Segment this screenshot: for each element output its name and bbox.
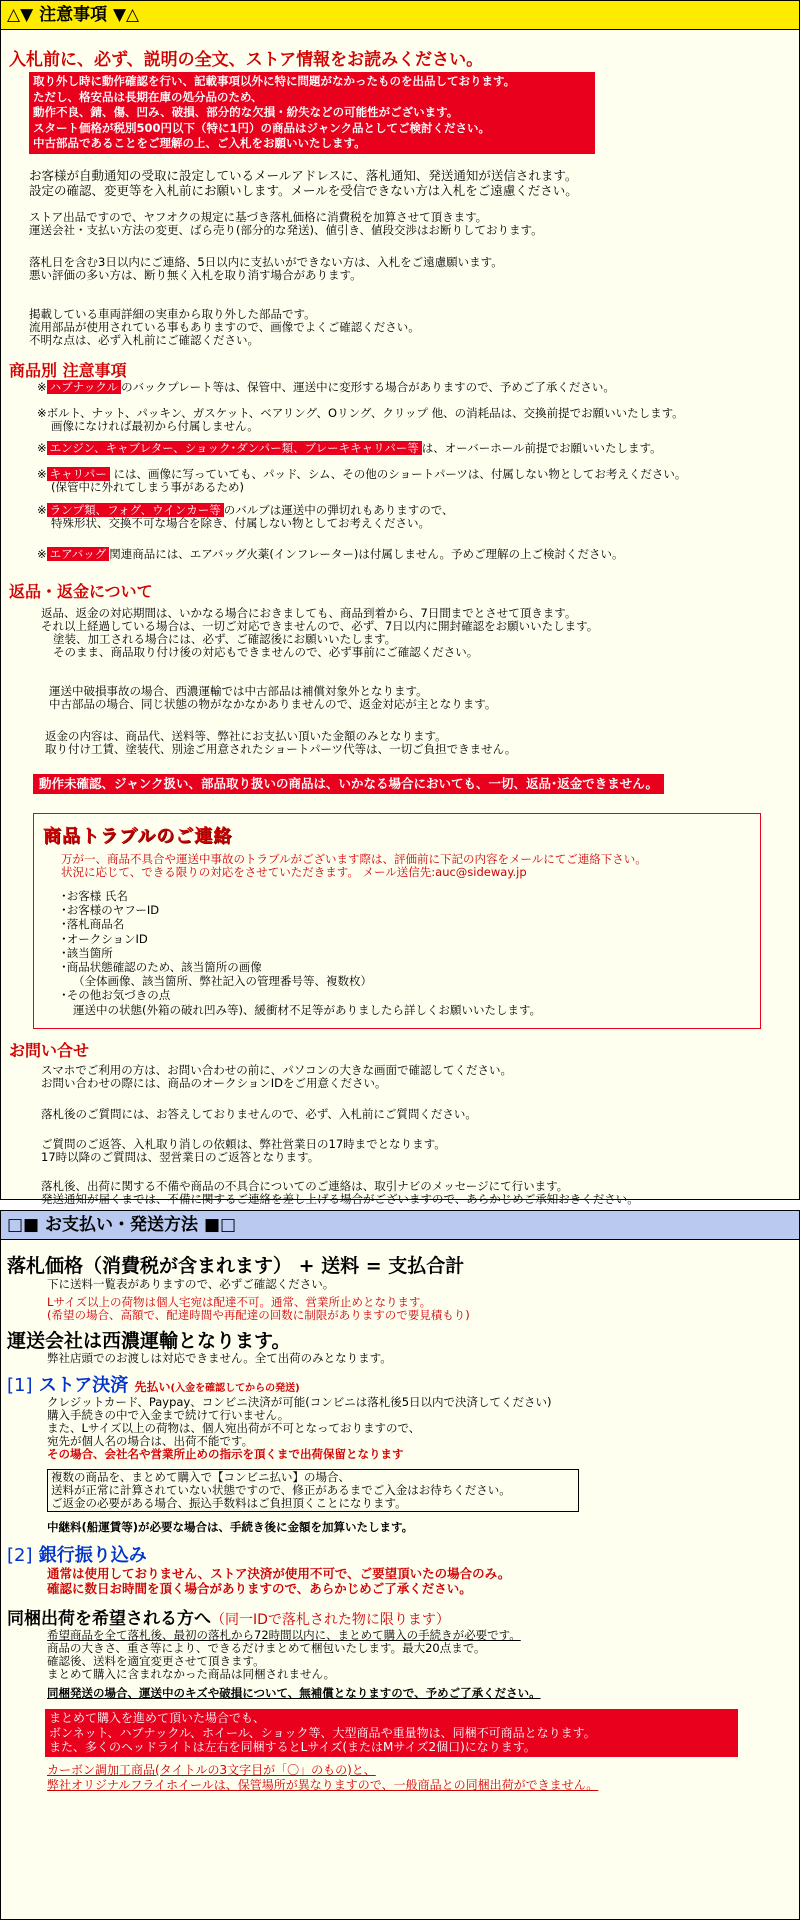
method-subtitle: 先払い (134, 1380, 171, 1394)
trouble-intro (61, 853, 647, 879)
shipping-table-note: 下に送料一覧表がありますので、必ずご確認ください。 (47, 1277, 335, 1291)
method-number: [2] (7, 1545, 33, 1566)
store-payment-details (47, 1396, 552, 1461)
method-bank-transfer-heading (7, 1541, 147, 1567)
text-line: 万が一、商品不具合や運送中事故のトラブルがございます際は、評価前に下記の内容をメールにてご連絡下さい。 (61, 852, 647, 866)
returns-refund-paragraph (45, 730, 516, 756)
product-note-caliper (37, 468, 686, 494)
text-line: 弊社オリジナルフライホイールは、保管場所が異なりますので、一般商品との同梱出荷ができません。 (47, 1778, 599, 1792)
text-line: 流用部品が使用されている事もありますので、画像でよくご確認ください。 (29, 320, 420, 334)
text-line: 複数の商品を、まとめて購入で【コンビニ払い】の場合、 (51, 1470, 350, 1484)
convenience-store-notice-box (47, 1469, 579, 1512)
list-item: （全体画像、該当箇所、弊社記入の管理番号等、複数枚） (73, 974, 372, 989)
method-title: ストア決済 (38, 1375, 129, 1396)
inquiry-message-paragraph (41, 1180, 639, 1206)
note-text: 関連商品には、エアバッグ火薬(インフレーター)は付属しません。予めご理解の上ご検討ください。 (109, 547, 624, 561)
note-mark: ※ (37, 380, 47, 394)
text-line: 掲載している車両詳細の実車から取り外した部品です。 (29, 307, 316, 321)
notice-red-block (29, 72, 595, 154)
carbon-product-note (47, 1763, 598, 1793)
text-line: Lサイズ以上の荷物は個人宅宛は配達不可。通常、営業所止めとなります。 (47, 1295, 432, 1309)
text-line: 悪い評価の多い方は、断り無く入札を取り消す場合があります。 (29, 268, 362, 282)
text-line: クレジットカード、Paypay、コンビニ決済が可能(コンビニは落札後5日以内で決済してください) (47, 1395, 552, 1409)
list-item: ･その他お気づきの点 (61, 988, 171, 1003)
bundle-heading (7, 1604, 450, 1629)
text-line: 不明な点は、必ず入札前にご確認ください。 (29, 333, 259, 347)
list-item: ･オークションID (61, 931, 148, 946)
text-line: また、Lサイズ以上の荷物は、個人宛出荷が不可となっておりますので、 (47, 1421, 421, 1435)
bank-transfer-details (47, 1566, 510, 1596)
notice-red-line: 動作不良、錆、傷、凹み、破損、部分的な欠損・紛失などの可能性がございます。 (33, 105, 459, 120)
text-line: 返金の内容は、商品代、送料等、弊社にお支払い頂いた金額のみとなります。 (45, 729, 447, 743)
text-line: 通常は使用しておりません、ストア決済が使用不可で、ご要望頂いたの場合のみ。 (47, 1566, 511, 1581)
note-text: (保管中に外れてしまう事があるため) (51, 480, 244, 494)
method-title: 銀行振り込み (38, 1545, 147, 1566)
list-item: ･落札商品名 (61, 917, 125, 932)
text-line: 商品の大きさ、重さ等により、できるだけまとめて梱包いたします。最大20点まで。 (47, 1641, 486, 1655)
notice-red-line: 中古部品であることをご理解の上、ご入札をお願いいたします。 (33, 136, 366, 151)
product-note-engine (37, 442, 662, 455)
product-note-consumables (37, 407, 684, 433)
list-item: ･お客様のヤフーID (61, 903, 160, 918)
text-line: スマホでご利用の方は、お問い合わせの前に、パソコンの大きな画面で確認してください。 (41, 1063, 513, 1077)
text-line: 状況に応じて、できる限りの対応をさせていただきます。 メール送信先:auc@sideway.jp (61, 865, 527, 879)
notice-red-line: スタート価格が税別500円以下（特に1円）の商品はジャンク品としてご検討ください。 (33, 120, 491, 135)
text-line: お問い合わせの際には、商品のオークションIDをご用意ください。 (41, 1076, 387, 1090)
note-text: は、オーバーホール前提でお願いいたします。 (421, 441, 662, 455)
relay-fee-note: 中継料(船運賃等)が必要な場合は、手続き後に金額を加算いたします。 (47, 1520, 414, 1534)
text-line: ご質問のご返答、入札取り消しの依頼は、弊社営業日の17時までとなります。 (41, 1137, 446, 1151)
method-subtitle-note: (入金を確認してからの発送) (170, 1383, 300, 1394)
returns-no-refund-banner: 動作未確認、ジャンク扱い、部品取り扱いの商品は、いかなる場合においても、一切、返品･返金できません。 (33, 774, 664, 794)
carrier-note: 弊社店頭でのお渡しは対応できません。全て出荷のみとなります。 (47, 1351, 392, 1365)
text-line: 落札日を含む3日以内にご連絡、5日以内に支払いができない方は、入札をご遠慮願います。 (29, 255, 503, 269)
product-note-airbag (37, 548, 624, 561)
text-line: 運送中破損事故の場合、西濃運輸では中古部品は補償対象外となります。 (49, 684, 428, 698)
note-tag: エアバッグ (47, 547, 110, 561)
trouble-items-list (61, 889, 541, 1017)
bundle-details (47, 1629, 521, 1681)
list-item: ･商品状態確認のため、該当箇所の画像 (61, 960, 262, 975)
note-tag: エンジン、キャブレター、ショック･ダンパー類、ブレーキキャリパー等 (47, 441, 422, 455)
note-mark: ※ (37, 441, 47, 455)
note-mark: ※ (37, 467, 47, 481)
bundle-no-warranty-note: 同梱発送の場合、運送中のキズや破損について、無補償となりますので、予めご了承ください。 (47, 1686, 541, 1700)
bundle-restriction-red-block (45, 1709, 738, 1757)
notice-heading: 入札前に、必ず、説明の全文、ストア情報をお読みください。 (9, 50, 484, 70)
notice-parts-paragraph (29, 308, 420, 347)
note-text: 特殊形状、交換不可な場合を除き、付属しない物としてお考えください。 (51, 516, 431, 530)
returns-damage-paragraph (49, 685, 496, 711)
note-tag: ランプ類、フォグ、ウインカー等 (47, 503, 224, 517)
product-note-lamps (37, 504, 454, 530)
text-line: 購入手続きの中で入金まで続けて行いません。 (47, 1408, 290, 1422)
text-line: 送料が正常に計算されていない状態ですので、修正があるまでご入金はお待ちください。 (51, 1483, 511, 1497)
text-line: カーボン調加工商品(タイトルの3文字目が「〇」のもの)と、 (47, 1763, 376, 1777)
carrier-heading: 運送会社は西濃運輸となります。 (7, 1330, 291, 1352)
text-line: 確認に数日お時間を頂く場合がありますので、あらかじめご了承ください。 (47, 1581, 472, 1596)
text-line: ストア出品ですので、ヤフオクの規定に基づき落札価格に消費税を加算させて頂きます。 (29, 210, 488, 224)
notice-red-line: ただし、格安品は長期在庫の処分品のため、 (33, 89, 263, 104)
list-item: ･お客様 氏名 (61, 889, 128, 903)
text-line: 返品、返金の対応期間は、いかなる場合におきましても、商品到着から、7日間までとさせて頂きます。 (41, 606, 577, 620)
payment-panel (0, 1210, 800, 1920)
returns-heading: 返品・返金について (9, 582, 153, 601)
text-line: 宛先が個人名の場合は、出荷不能です。 (47, 1434, 254, 1448)
product-notes-heading: 商品別 注意事項 (9, 361, 127, 380)
text-line: 設定の確認、変更等を入札前にお願いします。メールを受信できない方は入札をご遠慮ください。 (29, 183, 578, 198)
note-text: のバルブは運送中の弾切れもありますので、 (223, 503, 454, 517)
text-line: それ以上経過している場合は、一切ご対応できませんので、必ず、7日以内に開封確認をお願いいたします。 (41, 619, 599, 633)
text-line: まとめて購入に含まれなかった商品は同梱されません。 (47, 1667, 336, 1681)
note-mark: ※ (37, 406, 47, 420)
text-line: また、多くのヘッドライトは左右を同梱するとLサイズ(またはMサイズ2個口)になります。 (49, 1740, 536, 1754)
text-line: 発送通知が届くまでは、不備に関するご連絡を差し上げる場合がございますので、あらかじめご承知おきください。 (41, 1192, 639, 1206)
note-text: には、画像に写っていても、パッド、シム、その他のショートパーツは、付属しない物としてお考えください。 (109, 467, 687, 481)
size-restriction-note (47, 1296, 470, 1322)
text-line: まとめて購入を進めて頂いた場合でも、 (49, 1711, 266, 1725)
trouble-heading: 商品トラブルのご連絡 (43, 826, 233, 847)
text-line: 取り付け工賃、塗装代、別途ご用意されたショートパーツ代等は、一切ご負担できません。 (45, 742, 517, 756)
text-line: 落札後、出荷に関する不備や商品の不具合についてのご連絡は、取引ナビのメッセージにて行います。 (41, 1179, 569, 1193)
inquiry-after-bid-paragraph: 落札後のご質問には、お答えしておりませんので、必ず、入札前にご質問ください。 (41, 1107, 477, 1121)
text-line: お客様が自動通知の受取に設定しているメールアドレスに、落札通知、発送通知が送信されます。 (29, 168, 578, 183)
inquiry-heading: お問い合せ (9, 1041, 90, 1060)
text-line: その場合、会社名や営業所止めの指示を頂くまで出荷保留となります (47, 1447, 404, 1461)
note-text: のバックプレート等は、保管中、運送中に変形する場合がありますので、予めご了承ください。 (121, 380, 615, 394)
method-number: [1] (7, 1375, 33, 1396)
note-text: 画像になければ最初から付属しません。 (51, 419, 259, 433)
text-line: 中古部品の場合、同じ状態の物がなかなかありませんので、返金対応が主となります。 (49, 697, 497, 711)
note-mark: ※ (37, 503, 47, 517)
text-line: ボンネット、ハブナックル、ホイール、ショック等、大型商品や重量物は、同梱不可商品となります。 (49, 1725, 596, 1740)
list-item: 運送中の状態(外箱の破れ凹み等)、緩衝材不足等がありましたら詳しくお願いいたします。 (73, 1002, 542, 1017)
notice-title-bar: △▼ 注意事項 ▼△ (1, 1, 799, 30)
text-line: 塗装、加工される場合には、必ず、ご確認後にお願いいたします。 (53, 632, 397, 646)
notice-red-line: 取り外し時に動作確認を行い、記載事項以外に特に問題がなかったものを出品しております。 (33, 74, 516, 88)
bundle-title: 同梱出荷を希望される方へ (7, 1609, 211, 1629)
text-line: ご返金の必要がある場合、振込手数料はご負担頂くことになります。 (51, 1496, 407, 1510)
payment-title-bar: □■ お支払い・発送方法 ■□ (1, 1211, 799, 1240)
note-text: ボルト、ナット、パッキン、ガスケット、ベアリング、Oリング、クリップ 他、の消耗品は、交換前提でお願いいたします。 (46, 406, 684, 420)
notice-tax-paragraph (29, 211, 543, 237)
inquiry-deadline-paragraph (41, 1138, 446, 1164)
text-line: 運送会社・支払い方法の変更、ばら売り(部分的な発送)、値引き、値段交渉はお断りしております。 (29, 223, 543, 237)
notice-payment-deadline-paragraph (29, 256, 503, 282)
product-note-hub-knuckle (37, 381, 615, 394)
notice-mail-paragraph (29, 168, 578, 198)
text-line: (希望の場合、高額で、配達時間や再配達の回数に制限がありますので要見積もり) (47, 1308, 470, 1322)
inquiry-smartphone-paragraph (41, 1064, 512, 1090)
text-line: そのまま、商品取り付け後の対応もできませんので、必ず事前にご確認ください。 (53, 645, 479, 659)
text-line: 17時以降のご質問は、翌営業日のご返答となります。 (41, 1150, 320, 1164)
bundle-subtitle: （同一IDで落札された物に限ります） (211, 1612, 450, 1628)
list-item: ･該当箇所 (61, 945, 113, 960)
note-mark: ※ (37, 547, 47, 561)
note-tag: キャリパー (47, 467, 110, 481)
text-line: 希望商品を全て落札後、最初の落札から72時間以内に、まとめて購入の手続きが必要です。 (47, 1628, 521, 1642)
returns-period-paragraph (41, 607, 598, 659)
payment-formula: 落札価格（消費税が含まれます） + 送料 = 支払合計 (7, 1255, 465, 1277)
note-tag: ハブナックル (47, 380, 121, 394)
method-store-payment-heading (7, 1371, 300, 1397)
text-line: 確認後、送料を適宜変更させて頂きます。 (47, 1654, 265, 1668)
